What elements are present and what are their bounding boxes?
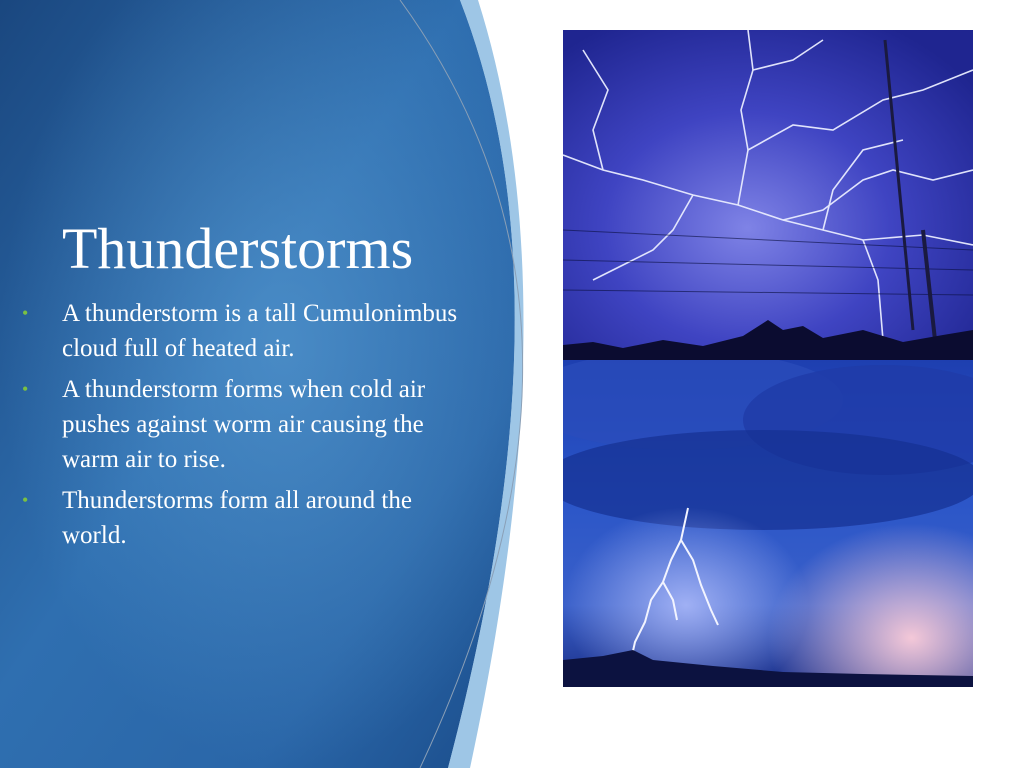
lightning-photo-top: [563, 30, 973, 360]
bullet-dot-icon: •: [22, 490, 29, 510]
bullet-dot-icon: •: [22, 303, 29, 323]
slide-title: Thunderstorms: [62, 216, 414, 281]
bullet-list: [22, 296, 472, 559]
bullet-item: [22, 372, 472, 477]
lightning-photo-bottom: [563, 360, 973, 687]
bullet-item: [22, 296, 472, 366]
bullet-dot-icon: •: [22, 379, 29, 399]
bullet-text: A thunderstorm is a tall Cumulonimbus cloud full of heated air.: [62, 300, 458, 362]
bullet-text: A thunderstorm forms when cold air pushes against worm air causing the warm air to rise.: [62, 376, 426, 473]
bullet-text: Thunderstorms form all around the world.: [62, 487, 412, 549]
bullet-item: [22, 483, 472, 553]
